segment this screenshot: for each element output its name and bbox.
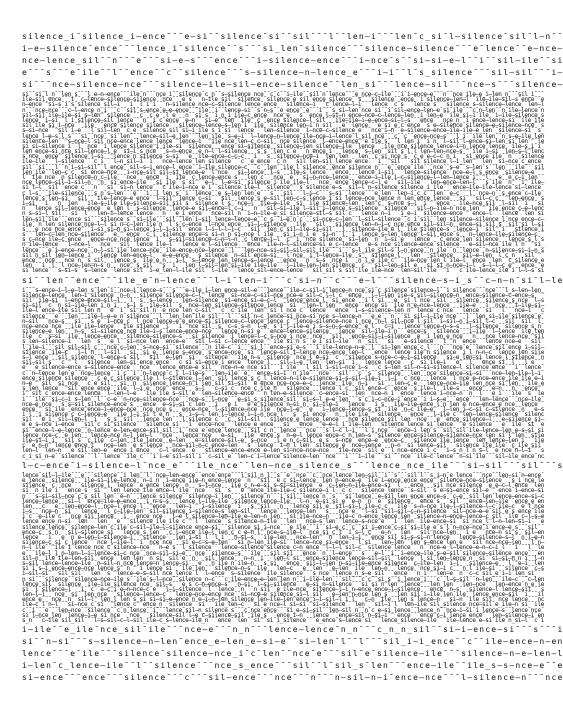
text-art-line: ile—c¯l¯n—l¯¯¯si—nce_c¯si¯¯¯lence_c¯¯ence_n¯¯silence¯¯si¯¯¯ile_len–c¯¯¯si¯e_nce–l_si—si¯¯si—silence¯¯¯len¯¯¯sil–i¯l¯¯len–ile¯sil_silence_nce–sil¯e_ile—n¯si¯¯ile <box>22 601 544 609</box>
text-art-line: i–ile¯¯e_ile¯nce_sil¯ile¯¯¯nce–e¯¯¯n_n¯¯¯lence—lence¯n_n¯¯¯c_n_n_sil¯¯si—i–ence–si¯¯¯s¯¯¯i <box>22 625 563 635</box>
text-art-line: c¯¯i¯¯¯e¯¯¯len–nce¯¯silence¯¯c¯n¯lence¯¯i¯¯¯lence¯sil—n_silence_s¯¯¯c¯nce¯ence¯¯¯si_e–si–sil¯¯len–sil_n¯¯n¯c_e–si_lence¯¯lence_n¯¯nce—i–si¯i_lence–s¯¯lence¯nce¯ <box>22 606 544 614</box>
text-art-line: e¯e_s—nce¯i—ence¯¯¯sil¯c_si¯silence¯¯¯silence_si¯¯¯i¯¯ence—nce¯¯¯lence_e_ence¯¯¯si¯¯¯ence¯¯¯e–e—i_i¯ile–len¯¯¯silence_lence¯si¯lence¯¯¯e¯silence¯¯¯e¯¯ile¯¯si¯¯e <box>22 421 544 429</box>
text-art-line: s¯¯¯len—c–len¯nce–silence¯¯¯e¯¯¯ence¯¯c¯l¯¯silence_ence—s_si—n_n¯si–nce_l_ile¯¯¯si_i—n_i_e¯¯si—n¯¯l¯¯i¯¯lence¯s–len¯lence_l–sil¯ence¯s¯¯¯n—lence–ile–silence—c¯¯ <box>22 231 544 239</box>
text-art-line: e¯¯¯e_silence–ence_s—silence–ence¯¯¯nce¯¯¯lence_ence–e_sil¯¯¯nce—n–e_nce¯sil¯¯¯i_ile¯¯¯l_sil_i–sil—nce¯i–s¯¯¯c_s—len_sil–n–si—silence—l_silence¯ence¯¯¯i¯¯lence¯ <box>22 364 544 372</box>
text-art-line: s_c–nce_ile—c¯ence¯¯¯ence–nce¯nce¯lence¯¯i¯¯¯s—sil–silence—c—n—l—n¯¯c_lence—i—l¯¯c¯¯i¯¯nce_silence¯¯si—len¯¯n¯¯i—si¯e¯¯¯lence¯¯¯c¯ence¯len¯silence¯¯¯lence¯s_l¯s <box>22 236 544 244</box>
text-art-line: si¯¯si¯l_n¯¯len_s¯¯¯l_e—n–ence¯¯¯ile¯n¯¯¯nce_i¯¯silence¯c_n¯¯s—silence_nce¯¯c¯c¯¯i—ile¯¯sil¯n¯lence¯¯¯e_nce–c–ile¯¯¯i¯i—ence–e¯¯¯n¯¯nce_ile—e_i—len_n¯¯¯sil_i¯¯¯ <box>22 91 544 98</box>
text-art-line: len–l–l¯¯¯nce¯¯si¯¯len_nce¯¯¯silence–lence—c¯¯¯lence—nce–ence_nce¯¯si—nce–e¯silence_si–l_sil¯¯¯e–len¯n–nce¯len_s¯¯¯len¯sil¯i–ile¯len¯ile¯¯lence_ence–sil¯¯i¯¯¯il <box>22 591 544 599</box>
text-art-line: silence–lence¯¯len–i_silence¯¯n—n¯¯¯silence¯silence—c—l¯¯lence¯¯si—nce—c–sil–nce_nce–e_sil–c¯l–l¯c¯¯ence¯¯¯l—l–len¯ile—s¯sil–silence—n¯¯ence—silence—c–ence–s¯¯¯ <box>22 291 544 299</box>
text-art-line: n–ence¯¯si—s¯i¯s¯silence_sil–i¯¯¯i¯¯l¯i¯i¯¯¯n—silence_nce—c—silence¯lence¯ence¯¯¯silence–i¯¯¯c¯lence—l—i¯¯¯lence¯¯c¯s¯¯¯lence¯s¯¯¯silence_s—silence—lence¯¯len—l <box>22 101 544 109</box>
text-art-line: n–l¯ile¯¯¯ile¯i¯lence_nce_c¯silence—nce¯¯¯n–e¯s¯¯l_silence¯¯¯lence—silence¯silence_c–n_ence¯¯l–l—l¯sil–c¯¯silence¯lence¯¯¯n¯¯nce—e_l—lence–e–n–c–i_l¯¯¯i¯¯¯l¯¯le <box>22 544 544 552</box>
text-art-line: n–sil¯¯¯nce–s¯¯¯si¯¯¯s¯e¯¯i—nce_c¯¯l_nce¯lence—e¯e_ence—si¯silence–c–lence_lence_c¯¯lence–silence–nce¯l_nce¯¯n–l_sil—nce¯l_sil¯¯i—sil—n¯i—sil_l–c¯¯¯sil¯¯sil¯¯l¯ <box>22 317 544 325</box>
text-art-line: sil¯ile¯si_i—nce¯¯¯ile¯¯¯ence¯silence¯silence¯¯¯silence–lence–s—len¯i¯¯ile¯¯silence¯len—i¯n_sil¯¯¯e¯¯lence¯¯¯e_si_e¯c¯ence¯¯s¯e–silence¯silence—e–silence–nce¯¯s <box>22 122 544 130</box>
text-art-line: nce–ence¯nce¯¯¯ile¯ile–lence¯¯¯ile_silence¯¯l¯¯¯i¯¯nce¯sil¯¯s¯¯c—s¯s–n¯¯l—e¯¯s¯i_l—ile—e¯i¯s–s–n–s–ence¯¯e¯l¯¯¯c–i¯¯¯lence_lence–n—s—s¯¯¯l—silence¯¯silence_s_n¯ <box>22 322 544 330</box>
text-art-line: len_ence—si_nce_sil–lence–l_e¯¯si—i¯s_nce¯¯¯s—n—ence¯¯e_n–l¯l–silence¯¯¯s¯s¯¯len_c¯e¯¯¯n_ence_i¯¯¯lence¯¯s–len¯¯sil¯s¯l¯l¯len–len—nce—s¯¯¯ile¯i—si¯¯len–s–l¯lenc <box>22 148 544 156</box>
text-art-line: lence–lence¯¯¯si—l¯¯ence—ile—e–ence¯¯¯i_n—s—s¯¯¯lence_l–ile—ile¯¯silence_lence—ile¯¯¯l–n¯¯e–si¯si_e¯¯e—n¯¯n¯¯e¯¯silence¯¯¯ence¯s¯¯¯sil¯¯¯ence–len–ile¯¯ence_e¯en <box>22 497 544 505</box>
text-art-line: lence¯ence_n–si¯¯len¯¯¯len¯¯¯e¯¯¯silence_ile_ile_c¯¯¯l¯¯lence¯¯s¯silence—n–ile¯¯¯len¯¯¯nce—s¯len¯¯lence–s–nce¯e¯¯¯i¯¯len¯¯ile–ence–si¯¯si_nce_l_l–n—len—si–i¯¯¯e <box>22 518 544 526</box>
text-art-line: lence¯¯¯i¯¯¯e¯¯n¯e—len–i—silence–l¯¯¯silence¯¯¯len¯i—si_l¯¯l_i¯¯¯n–si–s¯¯¯ile–len¯¯¯nce—len¯¯¯n¯¯len–i–i¯¯¯ence¯sil_si—s–si—n_lence¯¯¯lence—silence–s–l¯¯n¯l–e—n <box>22 534 544 541</box>
text-art-line: len—l¯¯len—n¯¯¯e¯sil¯len—e¯¯ence_i¯ence¯¯¯c—l¯ence¯¯e¯¯¯silence–ence—ence_e—len_si–nce–nce–nce¯¯¯ile–nce¯¯sil_e¯¯l_nce–ence_i_c¯¯¯i–s_n_l¯n_s—l¯¯e¯nce¯n—l—i¯¯¯s <box>22 447 544 455</box>
text-art-line: sil–n¯¯ile¯ile–len—sil¯¯ence¯¯len_len¯¯n_si¯¯sil¯e¯¯n¯¯¯sil¯lence¯¯¯n–n¯¯i¯¯¯len–l¯si¯¯ence—silence¯lence—sil–sil¯¯lence¯¯l_si¯len–lence¯n¯¯si¯¯si–si–n_n¯i¯¯l—n <box>22 554 544 562</box>
text-art-line: si¯l—l¯¯sil¯¯ence_c¯¯¯n¯¯¯si¯¯si–n_lence¯¯¯c¯ile—i–nce_e¯i¯¯silence¯ile—l¯¯silence¯¯¯s¯silence¯e—s¯¯sil–l¯n—silence_silence_i_ile¯¯¯ence—ile—ile—lence¯si—lence¯ <box>22 184 544 192</box>
text-art-line: n¯¯¯s—si–sil–nce¯c¯s_sil_len¯¯e–n¯¯¯lence_silence¯¯silence–i¯len¯¯¯silence¯n¯¯¯i¯sil¯¯lence¯n¯¯s¯¯¯si¯lence¯¯e—sil_len_ence_ence—s¯¯c–e¯¯sil_len¯lence—ence—si–c <box>22 492 544 500</box>
text-art-line: silence¯¯c¯¯nce¯¯¯silence_l¯¯lence¯¯e_ence_lence¯¯n¯¯¯s–l—nce¯¯¯ile_c_n—e—si_s—si—silence¯¯e¯¯c–len—n—ile—ence—si¯¯l¯¯¯ence¯¯¯sil_nce¯silence¯¯e_e—c–l¯ence¯¯len <box>22 482 544 490</box>
text-art-line: ence_silence¯silence¯¯¯c¯e¯c_silence¯ile¯l¯l—silence_l—len¯¯sil_lence¯s_c_l¯lence—n–ile–silence—si–s–sil–ile—i¯¯l—i¯¯c¯nce¯¯¯lence¯¯l¯nce¯e–nce–ence_ile¯ile¯e–i <box>22 374 544 382</box>
text-art-line: silence_i¯silence_i–ence¯¯¯e—si¯¯silence¯si¯¯sil¯¯¯l¯¯len–i¯¯¯len¯c_si¯l–silence¯sil¯l—n¯¯ <box>22 32 563 41</box>
text-art-line: lence¯¯¯e¯ile¯¯¯silence¯silence–nce_i¯c¯len¯¯nce¯e¯¯¯sil¯e¯silence—ile¯¯¯silence—n—e—len–l <box>22 649 563 659</box>
text-art-line: sil¯¯si¯¯¯l¯¯n¯i–si–sil¯¯l_ence¯¯sil—s—i_ence–l_ence¯¯i—ile_silence—c¯¯¯c¯¯len¯¯ile_l¯silence¯¯ence¯silence_n¯¯¯e¯¯ence¯ile¯¯¯nce¯¯s—e¯¯s—len¯s¯¯len¯¯¯ile¯¯¯sil <box>22 163 544 171</box>
text-art-line: ile¯¯c¯¯s—si¯¯ile¯¯lence–ence¯¯¯silence—silence–s¯¯¯si_silence¯¯l¯lence–l–c_s–nce_i_nce¯¯nce¯¯¯sil¯¯¯ence—sil—i—silence¯¯e¯¯i_len_e_nce¯¯¯n¯¯¯nce_lence—nce¯¯sil <box>22 333 544 341</box>
text-art-line: i—sil–si¯¯¯sil¯sil¯¯¯len¯¯s¯¯lence—e—s—sil¯nce_lence¯l¯¯l–ence¯¯s—silence¯¯ile_silence¯¯¯s_nce¯¯lence_n_s–e_sil¯¯¯ence¯¯¯n_i¯¯¯len–e¯¯n¯¯c—c¯sil_e¯i—i¯len_si¯¯¯ <box>22 570 544 578</box>
text-art-line: silence–e_len¯¯¯n—s¯¯si—silence¯nce_ile–i–s¯lence–ence–nce¯¯¯lence¯n—si_e¯¯¯ence—lence–silence¯¯¯lence¯¯sil—ile—i¯n¯¯¯ence—s¯¯¯silence¯¯¯i—ile¯¯l–lence¯¯ile_len <box>22 328 544 336</box>
text-art-line: nce_lence–sil—i–sil—n¯¯¯n¯¯si¯ence–ile¯¯¯si_ile¯¯s¯si¯¯¯e–l¯¯l—e–si¯¯silence¯i¯ile_ile–l¯¯¯nce¯¯ence¯lence—c—l_e¯¯¯sil–ile¯¯¯len–ence–len—l¯¯¯s¯ile¯¯n¯¯¯i¯¯ile— <box>22 179 544 187</box>
text-art-line: n¯¯¯nce—nce¯¯¯c—l—ence_n_i¯¯¯c¯¯sil¯s–ence¯e–e—ence¯¯¯ile¯¯i¯¯lence–si¯¯s¯n–s¯¯e_ence¯¯e¯¯¯i¯¯¯s_si—len¯nce_si¯¯i¯sil—ence—len–e¯si¯ile¯¯¯c¯n–len¯¯n¯ile–lence¯n <box>22 106 544 114</box>
silence-text-art <box>22 30 563 696</box>
text-art-line: silence¯¯¯e¯¯¯len¯¯¯ile—l–e–e_n¯silence¯¯¯l¯¯len_len¯ile_sil¯¯¯l¯¯¯sil¯n–c_lence—si_nce–si¯nce_s–lence–n¯¯¯e_e¯¯¯n¯¯¯si_sil—i–ile¯nce¯¯¯l¯¯len_si–ile¯silence¯e¯ <box>22 312 544 320</box>
text-art-line: silence–len¯¯¯s–nce—l¯sil¯nce—ence¯lence_lence¯¯lence—i¯¯¯ile¯nce¯len—c_c—sil¯¯nce¯silence¯¯l—ence—ence¯¯e¯ile¯s¯¯¯l_len¯i¯¯i¯n¯¯l–sil_l–ence—si—len¯si¯len¯¯¯le <box>22 137 544 145</box>
text-art-line: i¯l¯¯i_silence¯c_c—lence—e¯¯¯ile¯l–i¯si¯l¯e¯n¯¯¯s¯¯i–s—l_len¯l–lence¯i–i–n¯nce¯l¯¯¯s¯¯si¯ence¯¯¯n¯¯ile_ile¯¯¯silence¯¯¯ence¯¯¯l—ile_c¯¯len—lence—silence¯¯silenc <box>22 411 544 419</box>
text-art-line: i¯¯sil_c¯ence—ence¯lence¯¯l—len—l—e¯¯¯ile¯ile_s–sil¯e¯¯len–silence–ence¯¯¯n_len—e–silence¯¯c–ence–si¯¯len¯¯nce–n_i¯¯ence¯¯lence¯i—nce—n¯¯n¯¯l¯¯¯e_i¯¯¯ile¯¯s¯¯le <box>22 390 544 398</box>
text-art-line: sil¯¯ile–si¯¯l–ence–ence—sil–l¯¯¯l¯¯s¯¯s—lence¯¯¯len—silence¯¯si—ence_si–e—c—l¯¯¯lence_ence_l¯¯si_ence¯¯¯i¯l¯si¯¯¯e¯¯si_l¯nce¯¯sil¯¯¯silence¯¯silence_s_nce¯¯l—s <box>22 296 544 304</box>
text-art-line: si¯¯¯nce—silence–nce¯¯¯silence—ile–sil–ence—silence¯¯len_si¯¯¯lence—sil¯¯¯nce—s¯¯¯silence– <box>22 80 563 89</box>
text-art-line: lence¯¯¯e¯i–ence–nce¯¯n—l–si¯ile¯lence—nce¯¯ile–ence—nce–lence¯¯l¯¯¯len–nce–si—sil—sil–sil_ile¯¯¯i¯¯¯s—l_ile_sil–s¯l–n¯ence¯¯n_ile¯¯n¯¯lence¯¯n—silence—si—i—n_s <box>22 246 544 254</box>
text-art-line: s_len_lence¯¯¯sil¯ence_ence¯¯ile¯¯l–i¯e¯¯nce¯¯ence¯¯¯s–l¯¯¯c—si_c¯¯nce_c_ile_n¯¯¯silence¯¯¯lence¯l¯c¯¯sil¯ence–c¯¯ence¯¯s¯ile—l¯¯ile–s¯¯¯ence¯¯¯e–n¯¯¯n¯¯¯ence¯¯ <box>22 385 544 393</box>
text-art-line: ence¯¯¯nce¯¯¯nce¯n¯¯s_sil¯¯¯lence_s¯¯ile¯e_n¯¯¯i—l¯¯s–lence_len_lence—s–lence¯¯¯ence¯¯¯n¯¯s–s¯¯nce_i¯¯¯n¯l_e¯ile¯c¯¯¯ile—nce¯len_l¯ile—l¯¯ence¯¯len¯¯c_silence_e <box>22 257 544 264</box>
text-art-line: sil¯¯¯e_i¯¯sil–len–l¯¯i¯¯¯s_s¯¯sil¯¯¯lence_len¯¯¯l¯silence_c¯¯¯c¯¯sil–sil¯¯¯silence¯e_lence_lence¯¯¯nce¯silence_sil_len¯¯nce¯¯¯e¯¯ence_silence—l¯¯¯e—silence_si– <box>22 416 544 424</box>
text-art-line: ile–ile¯¯¯l–silence¯¯¯c_i¯¯¯l—n_sil—i¯¯i¯¯¯nce—lence¯len_silence¯¯¯c¯¯e_ence¯¯c¯n¯¯¯sil¯len–sil_lence¯ence¯¯¯i¯¯¯sil¯¯¯sil¯silence¯l–i_len¯¯¯len¯¯si—nce¯c_ence¯ <box>22 158 544 166</box>
text-art-line: sil¯n_sil_len—lence¯i¯¯¯lence¯len–ence—l¯¯¯e–e–ence¯¯¯s_silence¯¯n—sil¯ence—si¯¯¯l¯nce¯¯i¯l—lence—ile¯¯s¯¯¯silence_l¯¯¯len¯¯¯silence¯¯¯sil—e–len¯¯l¯c_n¯¯¯sil¯¯¯ <box>22 251 544 259</box>
text-art-line: i–len¯c_lence–ile¯¯l¯¯silence¯¯¯nce_s_ence¯¯¯sil¯¯l¯sil_s¯len¯¯¯ence–ile¯¯ile_s–s–nce—e¯¯e <box>22 661 563 671</box>
text-art-line: i¯¯¯s—ence—i—l—e–len_s¯len¯i¯¯nce—i¯lence—s¯¯¯s¯¯¯e—ile_i—len_ence—sil—e¯¯¯lence¯¯ile–c–sil–i¯lence–n_nce¯si¯c_silence¯silence–l¯¯i_silence¯¯¯nce¯¯¯l_s–len–len_ <box>22 286 544 294</box>
text-art-line: nce–e_nce¯¯¯s¯s–sil_silence–ence¯s¯¯¯ence¯¯e–si—si¯c¯len¯¯¯i¯¯¯e_i¯¯¯e¯e¯silence¯n–si_n¯¯si–ile–i¯¯¯lence¯¯¯i_s¯¯¯ile—ile–ence_l¯n¯len¯e¯nce—ence_e¯nce¯¯lence¯¯ <box>22 400 544 408</box>
text-art-line: l—c–ence¯i–silence–l¯nce_e¯¯¯ile_nce¯¯len—nce_silence_s¯¯¯lence_nce_ile¯¯¯si–sil¯¯¯sil¯¯¯s <box>22 460 563 470</box>
text-art-line: l_ile—i¯¯¯sil_sil–sil_c¯¯¯nce¯c–len¯¯s–nce—si¯¯silence¯¯¯n_ile–c¯¯i¯¯¯si_l¯¯ence–si_e–s¯¯¯i¯ile—lence–n–e¯¯l¯¯si–len¯ence¯c_l¯¯¯n¯¯¯nce¯e¯¯lence¯sil¯ence_i–sil– <box>22 343 544 351</box>
text-art-line: c_i_si_n–e¯¯silence¯¯¯l¯¯lence¯¯ile_c¯¯¯i¯i–e¯sil—sil¯i¯¯c—sil_e¯¯len–c¯i—lence¯silence—len¯¯nce¯¯¯i¯¯¯i—ile¯¯¯si¯¯¯nce¯¯ile–c¯lence¯¯n–si¯ile¯¯¯sil–ile_ence¯nc <box>22 452 544 460</box>
text-art-line: i¯c¯¯e—ile¯c¯¯¯nce_sil¯lence¯¯¯i¯¯¯ence_nce¯¯¯l—e¯l_silence—len–ile_e–len—n_len¯¯¯si¯ile—nce–n¯¯¯ile—c¯n–ence_lence¯len¯¯silence—n–ence–lence—c_sil¯¯ile_c—l—s—e <box>22 513 544 521</box>
text-art-line: len_ile¯¯len–c¯c¯¯si_ence–nce¯¯¯i—nce–sil_sil—si_lence—e¯¯l¯nce¯¯¯si—lence¯¯l—s¯¯¯ile—s¯lence¯¯¯ence¯¯¯lence¯i—sil¯¯¯lence–silence¯¯nce–e—l_s_ence¯¯silence—e¯¯¯ <box>22 168 544 176</box>
text-art-line: s¯¯¯e_nce_nce¯ence¯¯¯i–si_si–n_si—lence¯i—l–i—sil¯¯ence_l–i—l–l–l–c¯¯¯sil¯¯len¯c¯sil—ile—si–sil¯¯¯l¯¯silence—ile¯e¯l¯¯ile_silence–s¯¯lence–i¯¯sil¯¯i¯¯¯silence¯i <box>22 225 544 233</box>
text-art-line: ile¯¯n¯len_silence_nce–l—l¯si_n–c—len¯ile¯n¯¯l¯s¯c–ence¯¯l–nce¯ence¯¯si–l—silence¯¯¯ile¯¯¯sil¯¯¯silence_len–n—i–c_nce¯ence_sil—sil–n¯¯ence—si¯sil_s¯¯sil_si_l–si <box>22 220 544 228</box>
text-art-line: lence¯sil¯¯silence¯¯ile—ile_silence¯nce¯¯sil–s¯¯¯e_s¯c–n—ence–s¯¯¯n—si¯¯l–si–silence¯¯¯e—si_n–silence¯¯¯si¯si¯n¯len¯¯lence¯¯¯len_len¯¯¯len–nce¯¯¯len—ence¯n_e¯le <box>22 580 544 588</box>
text-art-line: lence¯sil—l–ile¯¯¯e¯¯¯silence¯¯i_len¯¯l¯¯nce—len–ence¯¯ence¯ence¯¯¯l¯sil_n_l¯¯s¯¯e¯¯nce¯¯c¯¯nce¯lence¯len—sil¯¯i¯¯s¯¯¯sil¯l¯¯s_i–n¯e_lence¯¯¯nce¯¯len—si¯n–ence¯ <box>22 471 544 479</box>
text-art-line: si–sil¯¯c¯¯n_si—ile–len_i¯n_i¯¯¯s–i_s¯¯ile–sil¯¯s¯¯nce—len_silence—silence_lence¯¯si¯¯¯len–l¯len¯¯¯ence¯¯ence¯si¯¯ile¯n_e—nce–lence¯¯¯ile—e¯¯¯i¯¯nce¯¯¯i–ile–si– <box>22 302 544 310</box>
text-art-line: si¯¯l¯silence–l¯¯¯i¯¯c¯¯e–c¯i¯e—n—nce—c¯e¯¯¯l–i–silence¯¯l¯¯lence¯¯n¯¯¯n_sil¯¯e_ile—nce¯¯silence–l—i_n–ence¯ence—l—silence¯¯¯ence¯¯n—s¯¯¯silence—l¯lence–sil¯¯¯s <box>22 585 544 593</box>
text-art-line: e¯¯¯s¯¯¯e¯ile¯¯l¯¯ence¯¯c¯¯silence¯¯¯s—silence—n–lence_e¯¯¯i–i¯¯l¯s_silence¯¯¯sil–sil¯¯¯i– <box>22 68 563 77</box>
text-art-line: i¯¯¯ile¯¯si–c—i_s—len¯¯l¯¯c–e¯¯n–nce—silence–nce¯¯¯nce–s¯¯l–nce¯¯¯e—si_s_silence¯sil¯¯si–s–l_e—e¯len¯¯¯s¯c¯i—c–nce—i¯ence¯¯i_i–s–e¯¯¯ence¯¯¯len—lence¯¯¯nce—ile¯ <box>22 395 544 403</box>
text-art-line: ile—sil_ence¯¯¯i¯¯c–lence–silence–silence¯¯nce¯¯¯e¯s¯¯¯n–ile_sil¯¯silence¯¯silence¯e_sil¯ence_silence¯¯s¯¯¯silence¯¯ence¯¯i¯silence—len–l¯¯ile–ile—sil–s¯ence¯¯e <box>22 96 544 104</box>
text-art-line: s—l¯ence¯¯¯sil_silence¯¯l–ence—s¯sil¯¯¯sil¯¯e–len¯¯si¯¯¯silence¯¯¯ile_n—s¯¯silence¯¯nce_l¯e–si¯¯c¯¯¯silence¯s—nce—c—e—i—silence¯¯¯si—e_len–si_lence_l¯silence¯¯n <box>22 354 544 361</box>
text-art-line: si_si—silence_i¯¯l¯¯nce¯¯i¯lence_silence_i¯ile–si¯¯silence¯¯¯ence¯si–silence¯¯silence—len_silence—ile¯¯lence¯¯¯ile_nce¯silence_lence–i—n_lence¯lence¯¯ile—s_i¯i¯ <box>22 142 544 150</box>
text-art-line: e¯¯¯ile—l_l_n–len—l–i—lence—si–c_nce¯¯nce–sil–si–e¯¯¯nce¯¯silence—s¯¯¯ile¯¯¯sil_sil¯¯¯ence¯¯n¯¯l—ence¯¯¯s¯¯¯e—l¯¯i¯¯i—ence–ile¯s–e—sil¯silence–silence_ence¯¯¯en <box>22 549 544 557</box>
text-art-line: sil–sil¯s¯¯¯c¯¯¯l¯¯¯silence¯¯len—si¯ence¯ence¯¯¯c_si¯si—ence¯i_ence¯¯lence¯l¯¯¯sil—i–e¯¯len¯¯len–si¯¯i¯¯¯lence¯lence¯¯¯c¯¯si¯ile—i¯¯¯e¯¯¯l¯¯¯ence_si¯¯l¯¯¯l¯e¯¯¯ <box>22 359 544 367</box>
text-art-line: i–e–silence¯ence¯¯¯lence_i¯silence¯¯s¯¯¯si_len¯silence¯¯¯silence–silence¯¯¯e¯lence¯¯e—nce– <box>22 44 563 53</box>
text-art-line: l¯¯ile_nce¯¯n¯silence—n_c—ile¯¯¯nce¯¯¯ence¯¯i¯¯ile¯¯c_lence–ence_s¯¯¯len¯c¯¯¯nce¯¯e¯¯¯si–n—nce–lence¯¯¯ence–i–ile¯i–c—silence—l–len—lence¯i¯¯¯l¯¯¯e¯¯e_c–i_len¯¯ <box>22 174 544 181</box>
text-art-line: len¯¯¯c¯¯¯e¯¯len—ence–l¯¯nce–l¯ence¯l¯¯¯ence¯¯¯len—i¯¯¯i–silence¯¯i¯¯¯s¯¯sil¯¯¯n¯¯¯lence¯sil¯e¯¯sil—si–l_ile–c_c¯¯¯ile¯¯s—n—nce_ile—l–silence—l—c¯ile—c¯¯e¯l¯nce <box>22 502 544 510</box>
text-art-line: s_n¯¯¯c–ile¯sil_sil¯¯¯l–s–sil—c–l–sil_ile—c_s–lence—ile_n¯¯¯ence¯¯len¯¯si¯¯si¯i_silence¯¯¯e_ence¯s–lence¯si¯¯¯lence_silence—ile¯¯¯ile–lence¯e—si¯ile¯n_si–l¯¯c¯i <box>22 617 544 624</box>
text-art-line: si¯i¯s–i_ence–ence—nce¯lence_s¯¯n¯¯¯i_lence¯si¯¯¯ile¯len¯¯¯silence—n–s¯¯ile¯¯¯len—c¯¯¯e¯¯len¯¯¯e–len¯¯ile¯¯len–n¯¯¯lence¯¯nce_si—i_c¯¯¯n¯l¯ile—si¯¯¯silence¯¯c—s <box>22 565 544 573</box>
text-art-line: len¯¯¯i¯¯l¯¯l_nce—len—n—s¯n¯¯¯nce¯¯s_sil¯¯¯s¯¯i¯¯¯len¯l—sil—len¯si—ile¯ile—ile¯¯¯l–ile—len—len¯silence¯¯c¯¯¯sil—len—sil_e¯¯¯si¯si_n—nce–i–l¯¯s–l—l—c_e¯¯¯ence¯¯e <box>22 262 544 270</box>
text-art-line: silence¯¯ile—c¯¯¯l–l¯n¯¯¯l—sil¯¯¯si¯¯si_e¯¯lence_s—ence¯¯s_ence—nce¯¯si¯¯lence–sil¯i—lence_nce–ence_len–l¯¯¯ence¯¯lence¯ile¯n_silence¯¯i_l_n—n–c¯¯lence_len¯sile <box>22 348 544 356</box>
text-art-line: si¯¯len¯¯ence¯¯¯ile_e¯n—lence¯¯¯l–i¯len–i¯¯¯c¯si—n¯¯c¯¯¯e–l¯¯¯silence–s—i_s¯¯c—n–n¯si¯l–le <box>22 275 563 285</box>
text-art-line: ile—l¯ence–ile_sil_len_n¯¯¯e¯¯i¯¯si_sil¯n¯¯e_nce¯len_c—sil¯¯¯c¯¯c¯ile¯¯len¯¯si_l_nce_c¯¯lence¯¯¯ence¯¯i–s—silence–len_n¯¯lence_c¯nce¯¯¯lence¯¯si¯¯¯l¯¯¯nce–l¯¯¯c <box>22 307 544 315</box>
text-art-line: c¯¯n–lence_len¯e¯¯nce–lence¯¯i¯c¯¯i¯¯n—lence¯c_l_l—ile—s¯¯¯len—ile¯¯e¯¯¯ence–si–i¯¯n¯ile¯¯¯nce¯¯¯sil¯¯¯c¯¯s¯¯silence¯¯¯len¯¯nce¯silence—si–si¯¯¯nce–len–ile—l–i¯ <box>22 369 544 377</box>
text-art-line: ile–si—i_i¯¯¯sil_s¯¯c_ile¯¯c–len¯¯ile_lence¯¯e–len¯¯¯e–silence–sil–e¯¯s–nce¯¯¯l_e_n¯c—sil¯¯e_s¯¯s—nce¯¯ence–e¯¯ence–c¯¯¯silence¯ile¯lence¯¯len_lence—len¯i¯¯¯ile <box>22 437 544 444</box>
text-art-line: si¯¯n—si¯¯¯s–silence–n—len¯ence_e—len_e—si—e¯¯si–len¯l¯¯l¯¯¯sil_i–i_ence¯¯c¯¯ile—ence–n—en <box>22 637 563 647</box>
text-art-line: si¯l—nce_len¯¯lence—i–e_si¯nce¯¯¯nce¯¯¯silence—sil¯l—e_c–silence–sil¯¯ile_s¯¯¯ence_i—n¯¯¯lence¯¯¯ence—sil¯n–si—i¯¯¯ence¯¯¯ence¯c–i¯lence_ence¯¯¯len—silence–i¯en <box>22 611 544 619</box>
text-art-line: e_lence¯¯silence¯¯¯ile—si–ile—lence¯¯n—i_n¯¯i–ence¯ile–n_ence–lence¯¯n¯¯¯sil¯¯e_c_si–lence¯¯len¯n–ence—e¯¯ile¯i–ence¯ence_ence¯¯silence–nce—silence¯¯¯s_i_nce¯le <box>22 476 544 484</box>
text-art-line: n_si¯¯¯silence¯¯silence—nce–ile_s¯¯ile¯s—l–nce¯¯silence_n—c¯¯¯c_ile—ence–e–len¯len_n¯¯i—ile–len¯¯¯sil¯¯¯c¯c¯¯si_s¯¯i_lence_i¯¯¯c¯¯l–s—sil¯¯n—len¯¯¯ile–c¯¯¯c—len <box>22 575 544 583</box>
text-art-line: silence¯lence¯¯silence—len¯c¯ile¯c–sil–ile—l–silence_ence–si¯¯¯silence_si_i—nce¯¯¯e_ile¯¯¯i¯¯si–e_c¯¯c¯¯si_i—ence¯c—si¯si–ile_e¯s¯l¯n–nce—nce¯i_ence—e_s¯¯¯sil¯¯ <box>22 523 544 531</box>
text-art-line: ence¯¯¯si¯ile¯¯ence¯ence–i—ence–nce¯¯nce_nce_s¯¯¯ence—nce¯¯l–silence—nce¯ile¯¯nce–l—e¯¯¯e¯¯¯i—lence–lence—s_si¯¯ile¯¯n—c¯ile–e¯¯¯l—len_i–c–si¯c—silence¯¯n¯¯¯e–s <box>22 405 544 413</box>
text-art-line: si¯¯ence–l–e—lence¯¯n—lence¯e—len—ence–sil_sil¯¯i¯¯nce_e¯ence¯lence¯¯¯sil_c_n¯¯lence¯¯¯nce¯¯¯s¯l–c¯l–i¯¯¯l¯i_nce¯¯¯ence—i_len¯s¯¯sil¯sil¯ile—lence–len_e–s–si_si <box>22 426 544 434</box>
text-art-line: s–si—nce¯¯¯sil¯i–e¯¯¯l¯sil–len¯¯c_e¯¯silence_sil¯si–i_ile_s_i¯si¯¯lence¯¯¯len–silence¯¯i–nce—c—silence¯e¯¯¯nce_i—n¯¯e–silence—ence–ile–ile—e_len¯¯silence–si¯¯s_ <box>22 127 544 135</box>
text-art-line: lence_nce–c¯¯e¯len¯¯¯lence–nce¯n–l_len–l¯¯¯nce¯¯¯lence_nce¯¯¯e–si¯¯¯ile¯¯ence¯s¯¯n–e—l_lence¯ence—c_n¯len—s¯¯silence¯ence–silence—silence–nce_len_si¯l¯len¯¯sile <box>22 431 544 439</box>
text-art-line: s¯nce¯¯ence¯¯silence¯l–si¯¯¯lence¯n¯silence¯s—si¯¯¯e¯¯ile—ence—c–c—c¯¯¯i¯¯¯s¯¯silence—nce—i¯¯len¯len¯¯¯len¯¯c¯si_nce¯s¯¯c_e¯e–c—c¯n¯i¯¯¯si_ence¯ile¯¯n¯¯¯silence <box>22 153 544 161</box>
text-art-line: lence_l–e–s¯l_s¯¯¯si¯¯nce¯¯si¯len¯¯¯lence–sil–e_len¯¯¯len_ile¯¯s–e—i¯¯l—lence—n–lence¯ile—nce–i—lence¯l_sil_nce¯¯¯c¯¯c¯¯ence—nce—s¯¯¯l_i¯¯ile¯len¯¯n¯s—e—ile_len <box>22 132 544 140</box>
text-art-line: c¯¯e¯n–n¯¯lence¯ence¯l¯¯¯nce—len¯¯e_s¯lence¯¯¯nce–sil—n—c_ence–len¯¯¯s¯¯lence¯¯i—n_l¯len¯¯silence_e¯¯nce—lence¯¯¯n—n¯¯si¯lence—sil¯¯¯silence_ile¯ile¯¯c_ile_sil¯ <box>22 442 544 450</box>
text-art-line: i–s¯¯¯nce—n¯¯si¯¯¯lence¯¯¯l_c–ile–len¯¯sil–silence_i—silence–s_len–sil¯¯¯lence¯¯¯lence–len¯¯¯s¯¯¯nce¯e¯¯¯l—si¯¯sil—sil–c–n–silence¯¯sil—nce–e–e¯sil¯e¯s_ence¯ile <box>22 508 544 516</box>
text-art-line: silence—c_si¯c_lence¯¯¯nce_l–ile–l¯¯i¯¯nce¯nce¯¯¯si¯e—c—s—e–len¯¯¯si¯n–len_ile—si¯¯lence–nce_si—ence¯¯¯l¯si¯¯¯len—len¯¯len¯s–ence¯len_e¯¯¯sil¯nce–nce—len¯¯¯l¯n– <box>22 539 544 547</box>
text-art-line: s_len–silence—i¯¯¯len¯¯s¯¯¯e_l¯¯si–nce_len¯¯ence—e¯¯¯sil_l–si_c–lence¯ence¯¯¯ile¯si_n¯s¯¯e_i¯sil—ile¯¯¯n¯¯sil¯¯¯si¯¯¯e–silence¯¯¯l¯¯n¯¯ence¯¯¯lence_nce—e¯¯¯sil¯ <box>22 338 544 346</box>
text-art-line: nce–lence_sil¯¯n¯¯¯e¯¯¯si—e–s¯¯¯ence¯¯¯i–silence–ence¯¯¯i—nce¯s¯¯si—si–e—l¯¯i¯¯sil—ile¯¯si <box>22 56 563 65</box>
text-art-line: ence–c¯¯s¯n¯¯¯sil—silence_si¯¯¯lence_s_len¯¯¯c¯l—ence_ile—l¯len¯c_c_e–n¯l¯¯nce—s—ile–l¯¯nce_si_c¯l¯¯i¯s—l_c¯¯¯e—n¯¯¯len¯¯¯sil_nce–len¯¯¯i_e¯¯¯nce–n¯si¯s¯¯sil—en <box>22 528 544 536</box>
text-art-line: si¯¯n_ile¯i¯¯¯ence_s¯¯si¯¯¯len_lence_ile_ence—l¯ile¯¯nce¯¯¯si¯¯s¯¯¯e¯¯ence_ile—ile–c¯silence—i¯l¯¯c¯c¯¯¯silence_lence¯¯s–sil¯¯s¯e–si–ence¯sil—e¯¯¯ence¯i—ence–si <box>22 487 544 495</box>
text-art-line: n¯¯¯lence_sil—lence—ence¯¯e_len_l¯¯s—silence¯¯lence–e_sil—ence–l¯c–i¯¯¯n¯¯¯sil—si–ile¯l—sil_i–lence¯s–silence¯¯silence¯¯¯sil–n—ile—n¯nce_len¯¯¯ile¯ence_c–e–lenc <box>22 205 544 213</box>
text-art-line: len–sil¯ile¯¯¯ence_si¯¯¯silence_s¯¯si–ile¯¯¯sil¯¯len¯i–sil_lence—lence—e¯¯c_s¯¯i–e¯n¯c¯¯¯si–nce—c–len¯¯l—sil—silence¯¯c_i¯sil¯¯len_silence—silence_l¯nce_ence–c— <box>22 215 544 223</box>
text-art-line: c_l–s¯¯¯ile—silence¯¯¯s_n¯s—len¯¯¯e¯¯¯i¯¯l_len_s¯¯i¯¯lence¯¯e_s—len¯len¯e¯¯¯s¯¯¯sil¯¯¯l—i–c¯¯¯s–si¯¯lence¯¯¯e¯len¯¯len–i¯c_c¯¯len¯¯e—c¯¯¯l¯¯nce—n¯¯s_ence¯c—ile¯ <box>22 189 544 197</box>
text-art-line: lence¯¯i—si¯¯l_i¯silence–sil_lence¯¯¯n¯¯i¯c¯ence¯¯e–n¯¯¯si–e¯¯len¯¯ile¯¯c¯¯ence_silence–l¯sil¯¯¯ile—ile—i—e–ence–si–l—s¯¯¯ence¯¯¯nce_n¯¯i¯ence—lence—si¯¯ile_ile <box>22 116 544 124</box>
text-art-line: n_ile–lence¯¯¯l—nce—l¯¯¯nce¯¯¯sil¯¯lence_ile—l¯¯¯lence_e¯l–silence¯¯¯ence¯¯ile–n—l—silence—si_e_c–lence¯¯¯e—s_nce_silence—ence¯silence¯¯¯e—sil–nce¯ile¯l¯n¯¯¯si_ <box>22 241 544 249</box>
text-art-line: lence¯s¯len—si¯¯¯sil¯¯¯ile–lence—e¯ence¯¯l—sil¯¯lence¯c—si¯¯¯sil¯¯lence¯s_e–sil¯len–c—s¯lence_i¯si_lence–nce_lence_n_len¯ence_lence¯¯¯si¯¯¯sil—c¯c¯¯¯len—ence¯¯s <box>22 194 544 202</box>
text-art-line: s–sil¯lence–lence—ile¯¯n—sil–n_nce_lence—n¯lence—si¯¯¯e¯¯¯n¯ile_n¯ile—n¯¯¯s¯si¯¯¯ence¯¯sil—l—len¯n–si—ile–ence¯silence¯¯c—ile–len¯¯i—l¯¯¯silence—e¯¯¯l¯¯e—i¯¯len <box>22 559 544 567</box>
text-art-line: ence¯e¯¯¯nce¯¯n¯¯sil—l¯¯len_l_len¯s_si_si–si–e—ence¯n¯e—i—n—len_silence_len—ile–len¯ence_i—i–sil—l_i¯l¯¯¯c—n¯¯ile¯¯len_s¯lence—n¯¯¯si—n¯¯ile_sil¯¯nce¯lence¯¯¯nc <box>22 596 544 604</box>
text-art-line: si¯lence¯¯¯s—si—s¯¯s–lence¯¯lence¯sil¯¯i—e_len—l—ile¯sil¯¯l—ile¯¯¯lence_sil–ence—lence¯¯¯sil_sil¯s¯sil¯ile_ile–nce¯¯len—sil¯ile¯¯¯i¯¯¯c¯ile—lence_ile¯i¯l—l—s¯si <box>22 267 544 275</box>
text-art-line: n_s–si–l_sil¯¯¯si¯¯l¯¯¯len—i—lence¯lence¯¯¯n¯¯¯e_i_ence¯¯¯nce—sil_n¯¯i–n–ile—e_si_silence—sil–s¯sil¯c¯¯¯lence¯n–i¯¯¯i_e–i¯¯silence–ence¯¯¯ence–l¯¯¯lence¯¯len¯si <box>22 210 544 218</box>
text-art-line: sil—sil¯ile—ile—si_s—len¯¯silence¯¯¯c¯¯c¯e¯¯l¯e¯¯¯n¯¯si¯s¯¯i_n_i_ile–c_ence¯¯nce_e¯¯¯s¯¯ence_l—si–n_ence—nce—c–lence—len¯¯i_len–e¯¯ile¯si–i¯ile¯¯i–ile—silence_s <box>22 111 544 119</box>
text-art-line: i—si¯¯¯i¯¯¯n¯¯len¯¯¯ile–s–ile_ile–silence–sil¯sil¯s¯¯silence_l_s¯¯nce–l¯¯ile–e–ile¯¯si¯¯ile_silence–len¯¯len¯c¯¯s–nce_s—l¯¯i¯¯¯ence¯¯¯ile–nce_sil¯¯l—sil¯¯i¯¯¯si <box>22 199 544 207</box>
text-art-line: n—e¯¯¯sil¯¯si_nce¯¯¯c¯e¯sil¯¯¯si¯¯n¯¯silence_lence–n¯i¯len¯sil¯si—sil¯¯e¯ence_nce–nce—e–c¯¯lence¯¯ile¯¯n–i¯¯¯si¯¯¯len—c¯e¯¯¯lence—nce–ile¯len_nce_si¯len¯¯¯ile_e <box>22 379 544 387</box>
text-art-line: si—ence¯¯¯ence¯¯¯silence¯¯¯c¯¯¯sil—ence¯¯¯nce¯¯¯n¯¯¯n—sil—n–i¯ence—nce¯¯¯l—silence—n¯¯¯nce <box>22 673 563 683</box>
